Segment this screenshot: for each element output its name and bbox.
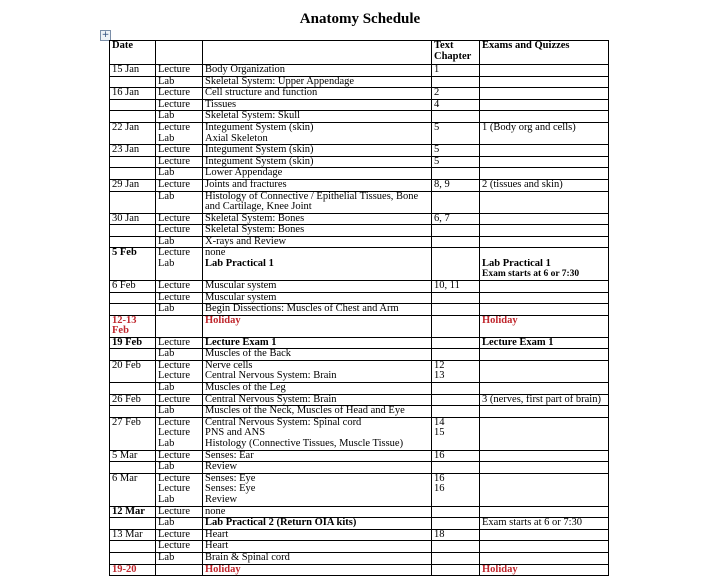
table-row	[110, 77, 608, 89]
cell-chapter	[432, 462, 480, 473]
cell-date	[110, 237, 156, 248]
cell-exam	[480, 77, 608, 88]
cell-chapter: 14	[432, 418, 480, 429]
cell-date	[110, 192, 156, 213]
cell-date: 26 Feb	[110, 395, 156, 406]
cell-type: Lecture	[156, 157, 203, 168]
cell-chapter: 4	[432, 100, 480, 111]
cell-type: Lecture	[156, 338, 203, 349]
header-date: Date	[110, 41, 156, 64]
cell-type: Lab	[156, 553, 203, 564]
cell-type: Lecture	[156, 541, 203, 552]
cell-chapter	[432, 553, 480, 564]
cell-date	[110, 134, 156, 145]
cell-exam	[480, 111, 608, 122]
header-exams: Exams and Quizzes	[482, 41, 570, 51]
cell-date: 15 Jan	[110, 65, 156, 76]
cell-chapter: 15	[432, 428, 480, 439]
cell-chapter: 10, 11	[432, 281, 480, 292]
cell-date	[110, 225, 156, 236]
cell-chapter	[432, 439, 480, 450]
cell-topic: Muscles of the Leg	[203, 383, 432, 394]
table-row	[110, 541, 608, 553]
cell-topic: Joints and fractures	[203, 180, 432, 191]
table-row	[110, 316, 608, 338]
cell-chapter	[432, 168, 480, 179]
table-row	[110, 157, 608, 169]
cell-date	[110, 495, 156, 506]
table-row	[110, 134, 608, 146]
cell-topic: Histology (Connective Tissues, Muscle Tissue)	[203, 439, 432, 450]
cell-type: Lab	[156, 192, 203, 213]
cell-topic: Heart	[203, 530, 432, 541]
cell-topic: Brain & Spinal cord	[203, 553, 432, 564]
cell-date	[110, 157, 156, 168]
cell-exam	[480, 134, 608, 145]
cell-exam	[480, 214, 608, 225]
cell-date: 13 Mar	[110, 530, 156, 541]
cell-topic: Holiday	[203, 565, 432, 576]
table-row	[110, 338, 608, 350]
cell-topic: Muscles of the Back	[203, 349, 432, 360]
cell-type: Lab	[156, 111, 203, 122]
cell-chapter	[432, 541, 480, 552]
cell-chapter: 16	[432, 484, 480, 495]
cell-chapter	[432, 77, 480, 88]
cell-exam	[480, 225, 608, 236]
table-row	[110, 507, 608, 519]
cell-type: Lecture	[156, 530, 203, 541]
cell-exam: 2 (tissues and skin)	[482, 179, 563, 190]
cell-topic: Skeletal System: Bones	[203, 214, 432, 225]
cell-type: Lab	[156, 349, 203, 360]
cell-exam-note: Exam starts at 6 or 7:30	[482, 269, 580, 280]
cell-exam	[480, 507, 608, 518]
table-row	[110, 214, 608, 226]
table-row	[110, 304, 608, 316]
cell-date	[110, 77, 156, 88]
cell-chapter: 1	[432, 65, 480, 76]
cell-type: Lab	[156, 383, 203, 394]
table-row	[110, 518, 608, 530]
cell-type: Lecture	[156, 214, 203, 225]
cell-exam	[480, 371, 608, 382]
cell-date: 20 Feb	[110, 361, 156, 372]
cell-topic: Skeletal System: Bones	[203, 225, 432, 236]
cell-exam	[480, 553, 608, 564]
cell-exam	[480, 192, 608, 213]
table-row	[110, 361, 608, 372]
cell-chapter: 12	[432, 361, 480, 372]
cell-type	[156, 316, 203, 337]
cell-date: 12 Mar	[110, 507, 156, 518]
table-row	[110, 428, 608, 439]
cell-topic: Integument System (skin)	[203, 157, 432, 168]
header-type	[156, 41, 203, 64]
cell-topic: Muscular system	[203, 281, 432, 292]
cell-chapter: 5	[432, 145, 480, 156]
cell-date	[110, 553, 156, 564]
cell-chapter	[432, 518, 480, 529]
table-row	[110, 168, 608, 180]
table-row	[110, 451, 608, 463]
table-row	[110, 474, 608, 485]
table-row	[110, 293, 608, 305]
cell-exam	[480, 293, 608, 304]
cell-exam	[480, 100, 608, 111]
cell-chapter	[432, 248, 480, 259]
cell-date: 29 Jan	[110, 180, 156, 191]
table-row	[110, 495, 608, 507]
cell-type: Lecture	[156, 418, 203, 429]
header-topic	[203, 41, 432, 64]
cell-topic: Begin Dissections: Muscles of Chest and Arm	[203, 304, 432, 315]
cell-topic: Central Nervous System: Spinal cord	[203, 418, 432, 429]
cell-exam	[480, 248, 608, 259]
cell-type: Lecture	[156, 145, 203, 156]
cell-exam	[480, 474, 608, 485]
table-row	[110, 439, 608, 451]
cell-topic: Heart	[203, 541, 432, 552]
cell-exam	[480, 157, 608, 168]
cell-type: Lab	[156, 77, 203, 88]
table-row	[110, 237, 608, 249]
cell-exam	[480, 237, 608, 248]
cell-type: Lecture	[156, 225, 203, 236]
cell-type: Lecture	[156, 65, 203, 76]
cell-type: Lab	[156, 518, 203, 529]
table-row	[110, 259, 608, 281]
cell-chapter: 8, 9	[432, 180, 480, 191]
cell-date	[110, 439, 156, 450]
table-row	[110, 349, 608, 361]
cell-chapter: 16	[432, 474, 480, 485]
cell-chapter	[432, 225, 480, 236]
table-row	[110, 281, 608, 293]
cell-type: Lab	[156, 495, 203, 506]
cell-topic: Tissues	[203, 100, 432, 111]
cell-type: Lecture	[156, 248, 203, 259]
cell-exam	[480, 406, 608, 417]
cell-chapter: 2	[432, 88, 480, 99]
cell-date	[110, 349, 156, 360]
cell-topic: Lower Appendage	[203, 168, 432, 179]
cell-chapter	[432, 304, 480, 315]
cell-type: Lecture	[156, 123, 203, 134]
cell-date	[110, 293, 156, 304]
cell-type: Lecture	[156, 395, 203, 406]
cell-chapter: 18	[432, 530, 480, 541]
table-row	[110, 225, 608, 237]
table-row	[110, 462, 608, 474]
cell-date: 30 Jan	[110, 214, 156, 225]
cell-chapter	[432, 192, 480, 213]
cell-exam	[480, 88, 608, 99]
cell-exam: Exam starts at 6 or 7:30	[482, 518, 583, 529]
cell-date	[110, 462, 156, 473]
table-row	[110, 395, 608, 407]
cell-exam	[480, 145, 608, 156]
cell-exam: Lecture Exam 1	[482, 337, 554, 348]
cell-date	[110, 428, 156, 439]
cell-type: Lecture	[156, 507, 203, 518]
cell-type: Lecture	[156, 180, 203, 191]
cell-type: Lab	[156, 304, 203, 315]
cell-topic: Skeletal System: Upper Appendage	[203, 77, 432, 88]
cell-date: 22 Jan	[110, 123, 156, 134]
cell-type: Lecture	[156, 293, 203, 304]
cell-exam	[480, 418, 608, 429]
cell-topic: Central Nervous System: Brain	[203, 371, 432, 382]
table-row	[110, 180, 608, 192]
cell-exam	[480, 439, 608, 450]
cell-chapter	[432, 495, 480, 506]
table-move-handle-icon[interactable]: +	[101, 30, 110, 40]
cell-exam	[480, 349, 608, 360]
cell-date	[110, 100, 156, 111]
cell-chapter	[432, 134, 480, 145]
table-row	[110, 406, 608, 418]
cell-date: 16 Jan	[110, 88, 156, 99]
cell-exam-group	[480, 259, 608, 280]
cell-chapter: 13	[432, 371, 480, 382]
cell-chapter	[432, 507, 480, 518]
cell-type: Lecture	[156, 88, 203, 99]
cell-type: Lab	[156, 439, 203, 450]
cell-exam	[480, 65, 608, 76]
cell-exam: Holiday	[482, 564, 518, 575]
cell-chapter	[432, 111, 480, 122]
cell-topic: Integument System (skin)	[203, 145, 432, 156]
cell-topic: Lecture Exam 1	[203, 338, 432, 349]
cell-type: Lecture	[156, 428, 203, 439]
table-row	[110, 123, 608, 134]
cell-topic: none	[203, 248, 432, 259]
cell-topic: Central Nervous System: Brain	[203, 395, 432, 406]
cell-exam	[480, 495, 608, 506]
cell-chapter: 5	[432, 123, 480, 134]
cell-topic: Senses: Ear	[203, 451, 432, 462]
cell-date	[110, 518, 156, 529]
cell-chapter: 16	[432, 451, 480, 462]
cell-topic: Body Organization	[203, 65, 432, 76]
cell-topic: PNS and ANS	[203, 428, 432, 439]
cell-date	[110, 383, 156, 394]
cell-topic: Axial Skeleton	[203, 134, 432, 145]
table-row	[110, 565, 608, 576]
cell-date: 19 Feb	[110, 338, 156, 349]
cell-chapter	[432, 338, 480, 349]
cell-date: 23 Jan	[110, 145, 156, 156]
cell-exam: 1 (Body org and cells)	[482, 122, 576, 133]
cell-exam	[480, 530, 608, 541]
cell-exam	[480, 541, 608, 552]
cell-exam	[480, 451, 608, 462]
table-row	[110, 383, 608, 395]
cell-date	[110, 304, 156, 315]
cell-date	[110, 541, 156, 552]
cell-type: Lecture	[156, 474, 203, 485]
cell-type: Lecture	[156, 100, 203, 111]
cell-type: Lab	[156, 134, 203, 145]
cell-date: 6 Feb	[110, 281, 156, 292]
cell-chapter	[432, 383, 480, 394]
cell-type: Lab	[156, 406, 203, 417]
table-row	[110, 248, 608, 259]
cell-topic: Integument System (skin)	[203, 123, 432, 134]
table-row	[110, 65, 608, 77]
cell-exam	[480, 383, 608, 394]
cell-date	[110, 168, 156, 179]
cell-chapter	[432, 293, 480, 304]
cell-chapter: 5	[432, 157, 480, 168]
cell-date: 5 Mar	[110, 451, 156, 462]
cell-type: Lab	[156, 462, 203, 473]
table-row	[110, 145, 608, 157]
table-row	[110, 418, 608, 429]
table-row	[110, 192, 608, 214]
cell-type: Lab	[156, 259, 203, 280]
cell-type: Lecture	[156, 281, 203, 292]
cell-topic: Skeletal System: Skull	[203, 111, 432, 122]
cell-type: Lecture	[156, 484, 203, 495]
cell-date	[110, 259, 156, 280]
cell-topic: Nerve cells	[203, 361, 432, 372]
table-row	[110, 111, 608, 123]
cell-type: Lab	[156, 168, 203, 179]
table-header-row	[110, 41, 608, 65]
cell-exam: 3 (nerves, first part of brain)	[482, 394, 601, 405]
header-chapter: Text Chapter	[432, 41, 480, 64]
cell-type	[156, 565, 203, 576]
cell-date: 12-13 Feb	[110, 316, 156, 337]
document-title: Anatomy Schedule	[299, 11, 421, 27]
cell-topic: X-rays and Review	[203, 237, 432, 248]
cell-date	[110, 484, 156, 495]
cell-chapter	[432, 316, 480, 337]
table-row	[110, 371, 608, 383]
cell-exam	[480, 428, 608, 439]
cell-type: Lecture	[156, 451, 203, 462]
cell-date: 6 Mar	[110, 474, 156, 485]
cell-exam: Holiday	[482, 315, 518, 326]
cell-topic: Senses: Eye	[203, 474, 432, 485]
table-body	[110, 65, 608, 576]
cell-date	[110, 406, 156, 417]
cell-topic: none	[203, 507, 432, 518]
cell-chapter	[432, 395, 480, 406]
cell-date	[110, 371, 156, 382]
cell-topic: Review	[203, 462, 432, 473]
cell-topic: Senses: Eye	[203, 484, 432, 495]
table-row	[110, 553, 608, 565]
cell-exam	[480, 168, 608, 179]
cell-chapter	[432, 259, 480, 280]
cell-topic: Histology of Connective / Epithelial Tissues, Bone and Cartilage, Knee Joint	[203, 192, 432, 213]
cell-exam	[480, 281, 608, 292]
cell-topic: Review	[203, 495, 432, 506]
table-row	[110, 100, 608, 112]
cell-topic: Muscles of the Neck, Muscles of Head and Eye	[203, 406, 432, 417]
table-row	[110, 88, 608, 100]
cell-chapter	[432, 237, 480, 248]
cell-exam	[480, 462, 608, 473]
cell-chapter: 6, 7	[432, 214, 480, 225]
cell-exam	[480, 484, 608, 495]
cell-type: Lecture	[156, 361, 203, 372]
cell-exam: Lab Practical 1	[482, 258, 551, 269]
cell-topic: Lab Practical 1	[203, 259, 432, 280]
cell-exam	[480, 304, 608, 315]
cell-type: Lab	[156, 237, 203, 248]
cell-date: 19-20	[110, 565, 156, 576]
cell-date: 5 Feb	[110, 248, 156, 259]
cell-chapter	[432, 349, 480, 360]
cell-topic: Cell structure and function	[203, 88, 432, 99]
cell-chapter	[432, 565, 480, 576]
cell-exam	[480, 361, 608, 372]
cell-topic: Holiday	[203, 316, 432, 337]
cell-type: Lecture	[156, 371, 203, 382]
cell-topic: Lab Practical 2 (Return OIA kits)	[203, 518, 432, 529]
cell-chapter	[432, 406, 480, 417]
cell-date	[110, 111, 156, 122]
table-row	[110, 484, 608, 495]
schedule-table	[109, 40, 609, 576]
cell-topic: Muscular system	[203, 293, 432, 304]
cell-date: 27 Feb	[110, 418, 156, 429]
